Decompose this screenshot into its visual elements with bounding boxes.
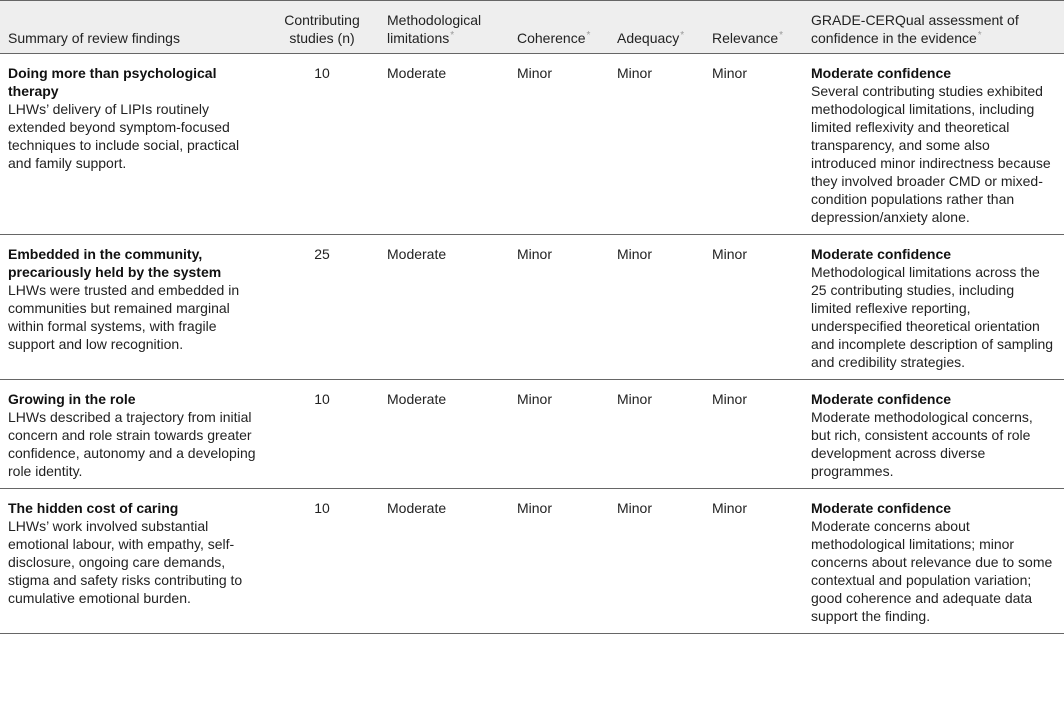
header-methodological xyxy=(379,1,509,54)
adequacy-rating: Minor xyxy=(617,391,653,407)
confidence-level: Moderate confidence xyxy=(811,246,952,262)
header-adequacy xyxy=(609,1,704,54)
finding-title: The hidden cost of caring xyxy=(8,500,179,516)
header-studies xyxy=(265,1,379,54)
confidence-level: Moderate confidence xyxy=(811,65,952,81)
header-adequacy-label: Adequacy xyxy=(617,30,680,46)
coherence-rating: Minor xyxy=(517,500,553,516)
confidence-explanation: Moderate concerns about methodological limitations; minor concerns about relevance due to some contextual and population variation; good coherence and adequate data support the finding. xyxy=(811,518,1053,624)
finding-cell xyxy=(0,489,265,634)
confidence-explanation: Several contributing studies exhibited methodological limitations, including limited reflexivity and theoretical transparency, and some also introduced minor indirectness because they involved broader CMD or mixed-condition populations rather than depression/anxiety alone. xyxy=(811,83,1051,225)
adequacy-rating: Minor xyxy=(617,246,653,262)
studies-count: 10 xyxy=(314,65,330,81)
table-body xyxy=(0,54,1064,634)
assessment-cell xyxy=(803,489,1064,634)
header-studies-label: Contributing studies (n) xyxy=(284,12,360,46)
confidence-level: Moderate confidence xyxy=(811,500,952,516)
table-row xyxy=(0,235,1064,380)
confidence-level: Moderate confidence xyxy=(811,391,952,407)
finding-title: Embedded in the community, precariously held by the system xyxy=(8,246,222,280)
finding-cell xyxy=(0,54,265,235)
finding-description: LHWs’ delivery of LIPIs routinely extended beyond symptom-focused techniques to include social, practical and family support. xyxy=(8,101,240,171)
relevance-rating: Minor xyxy=(712,65,748,81)
footnote-marker: * xyxy=(779,30,784,41)
footnote-marker: * xyxy=(450,30,455,41)
finding-description: LHWs were trusted and embedded in communities but remained marginal within formal systems, with fragile support and low recognition. xyxy=(8,282,240,352)
header-summary xyxy=(0,1,265,54)
header-coherence-label: Coherence xyxy=(517,30,586,46)
table-row xyxy=(0,380,1064,489)
finding-description: LHWs’ work involved substantial emotional labour, with empathy, self-disclosure, ongoing care demands, stigma and safety risks contributing to cumulative emotional burden. xyxy=(8,518,243,606)
methodological-rating: Moderate xyxy=(387,500,447,516)
footnote-marker: * xyxy=(586,30,591,41)
finding-title: Doing more than psychological therapy xyxy=(8,65,217,99)
coherence-rating: Minor xyxy=(517,65,553,81)
studies-count: 10 xyxy=(314,391,330,407)
header-assessment xyxy=(803,1,1064,54)
studies-count: 10 xyxy=(314,500,330,516)
assessment-cell xyxy=(803,54,1064,235)
relevance-rating: Minor xyxy=(712,246,748,262)
confidence-explanation: Methodological limitations across the 25 contributing studies, including limited reflexive reporting, underspecified theoretical orientation and incomplete description of sampling and credibility strategies. xyxy=(811,264,1054,370)
methodological-rating: Moderate xyxy=(387,65,447,81)
relevance-rating: Minor xyxy=(712,391,748,407)
relevance-rating: Minor xyxy=(712,500,748,516)
assessment-cell xyxy=(803,380,1064,489)
footnote-marker: * xyxy=(977,30,982,41)
coherence-rating: Minor xyxy=(517,391,553,407)
header-methodological-label: Methodological limitations xyxy=(387,12,482,46)
table-row xyxy=(0,489,1064,634)
header-relevance xyxy=(704,1,803,54)
finding-cell xyxy=(0,235,265,380)
assessment-cell xyxy=(803,235,1064,380)
finding-cell xyxy=(0,380,265,489)
methodological-rating: Moderate xyxy=(387,391,447,407)
confidence-explanation: Moderate methodological concerns, but rich, consistent accounts of role development across diverse programmes. xyxy=(811,409,1033,479)
adequacy-rating: Minor xyxy=(617,65,653,81)
header-coherence xyxy=(509,1,609,54)
header-row xyxy=(0,1,1064,54)
finding-title: Growing in the role xyxy=(8,391,136,407)
adequacy-rating: Minor xyxy=(617,500,653,516)
studies-count: 25 xyxy=(314,246,330,262)
footnote-marker: * xyxy=(680,30,685,41)
coherence-rating: Minor xyxy=(517,246,553,262)
header-relevance-label: Relevance xyxy=(712,30,779,46)
finding-description: LHWs described a trajectory from initial concern and role strain towards greater confidence, autonomy and a developing role identity. xyxy=(8,409,256,479)
methodological-rating: Moderate xyxy=(387,246,447,262)
header-assessment-label: GRADE-CERQual assessment of confidence in the evidence xyxy=(811,12,1019,46)
table-row xyxy=(0,54,1064,235)
table-header xyxy=(0,1,1064,54)
header-summary-label: Summary of review findings xyxy=(8,30,180,46)
